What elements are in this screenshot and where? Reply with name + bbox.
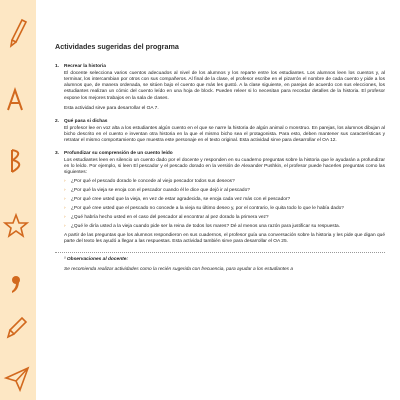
activity-title: Qué pasa si dichas	[64, 118, 108, 124]
activity-number: 1.	[55, 64, 60, 70]
list-item	[64, 179, 385, 185]
activity-3	[55, 151, 385, 245]
list-item	[64, 197, 385, 203]
paragraph: Los estudiantes leen en silencio un cuento dado por el docente y responden en su cuaderno preguntas sobre la historia que le ayudarán a profundizar en lo leído. Por ejemplo, si leen El pescador y el pescado dorado en la versión de Alexander Pushkin, el profesor puede hacerles preguntas como las siguientes:	[64, 158, 385, 176]
bullet-arrow-icon: ›	[64, 223, 66, 229]
activity-title: Profundizar su comprensión de un cuento leído	[64, 151, 173, 157]
list-item	[64, 206, 385, 212]
activity-1	[55, 64, 385, 112]
bullet-arrow-icon: ›	[64, 214, 66, 220]
question-text: ¿Por qué la vieja se enoja con el pescador cuando él le dice que dejó ir al pescado?	[71, 187, 250, 193]
question-text: ¿Qué le diría usted a la vieja cuando pide ser la reina de todos los mares? Dé al menos una razón para justificar su respuesta.	[71, 223, 341, 229]
bullet-arrow-icon: ›	[64, 205, 66, 211]
activity-2-heading	[55, 119, 385, 125]
observations-title: ¹ Observaciones al docente:	[64, 257, 128, 263]
decorative-side-strip	[0, 0, 36, 400]
question-text: ¿Qué habría hecho usted en el caso del pescador al encontrar al pez dorado la primera vez?	[71, 214, 269, 220]
activity-number: 3.	[55, 151, 60, 157]
bullet-arrow-icon: ›	[64, 196, 66, 202]
question-text: ¿Por qué cree usted que la vieja, en vez de estar agradecida, se enoja cada vez más con el pescador?	[71, 196, 291, 202]
activity-2	[55, 119, 385, 144]
paragraph: Esta actividad sirve para desarrollar el OA 7.	[64, 105, 159, 111]
strip-background	[0, 0, 36, 400]
paragraph: El docente selecciona varios cuentos adecuados al nivel de los alumnos y los reparte entre los estudiantes. Los alumnos leen los cuentos y, al terminar, los intercambian por otros con sus compañeros. Al final de la clase, el profesor escribe en el pizarrón el nombre de cada cuento y pide a los alumnos que, de manera ordenada, se sitúen bajo el cuento que más les gustó. A la clase siguiente, en parejas de acuerdo con sus elecciones, los estudiantes realizan un cómic del cuento leído en una hoja de block. Pueden releer si lo necesitan para recordar detalles de la historia. El profesor expone los mejores trabajos en la sala de clases.	[64, 71, 385, 101]
activity-title: Recrear la historia	[64, 64, 106, 70]
question-text: ¿Por qué el pescado dorado le concede al viejo pescador todos sus deseos?	[71, 178, 235, 184]
bullet-arrow-icon: ›	[64, 178, 66, 184]
teacher-observations	[55, 252, 385, 273]
paragraph: A partir de las preguntas que los alumnos respondieron en sus cuadernos, el profesor guía una conversación sobre la historia y les pide que digan qué parte del texto les ayudó a llegar a las respuestas. Esta actividad también sirve para desarrollar el OA 25.	[64, 233, 385, 245]
activity-number: 2.	[55, 118, 60, 124]
question-list	[64, 179, 385, 231]
question-text: ¿Por qué cree usted que el pescado no concede a la vieja su último deseo y, por el contrario, le quita todo lo que le había dado?	[71, 205, 344, 211]
paragraph: El profesor lee en voz alta a los estudiantes algún cuento en el que se narre la historia de algún animal o monstruo. En parejas, los alumnos dibujan al bicho descrito en el cuento e inventan otra historia en la que el mismo bicho sea el protagonista. Para esto, deben mantener sus características y retratar el mismo comportamiento que muestra este personaje en el texto original. Esta actividad sirve para desarrollar el OA 12.	[64, 125, 385, 144]
page-title: Actividades sugeridas del programa	[55, 42, 179, 51]
activity-3-heading	[55, 151, 385, 157]
observations-text: Se recomienda realizar actividades como la recién sugerida con frecuencia, para ayudar a los estudiantes a	[64, 267, 294, 273]
bullet-arrow-icon: ›	[64, 187, 66, 193]
activity-1-heading	[55, 64, 385, 70]
list-item	[64, 215, 385, 221]
list-item	[64, 188, 385, 194]
document-body	[55, 44, 385, 273]
list-item	[64, 224, 385, 230]
